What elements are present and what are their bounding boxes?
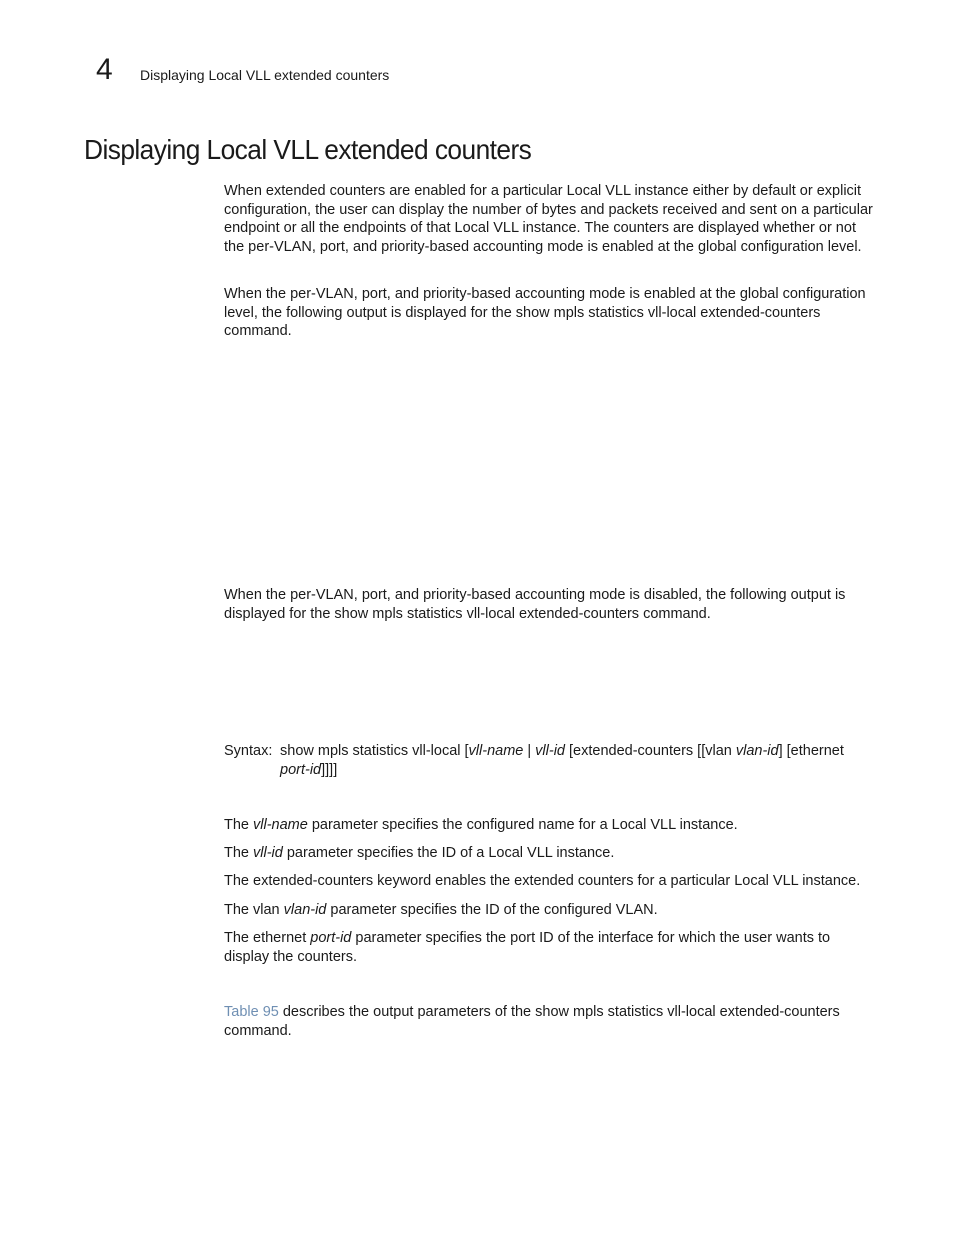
syntax-arg-vll-id: vll-id <box>535 743 565 759</box>
param-text: parameter specifies the port ID of the interface for which the user wants to display the counters. <box>224 930 831 965</box>
param-text: The extended-counters keyword enables the extended counters for a particular Local VLL instance. <box>224 873 861 889</box>
param-term: vll-name <box>253 817 308 833</box>
param-text: The vlan <box>224 902 284 918</box>
disabled-mode-paragraph <box>224 586 874 623</box>
syntax-arg-vlan-id: vlan-id <box>735 743 779 759</box>
syntax-arg-vll-name: vll-name <box>468 743 524 759</box>
chapter-number: 4 <box>96 53 113 86</box>
enabled-mode-text: When the per-VLAN, port, and priority-based accounting mode is enabled at the global configuration level, the following output is displayed for the show mpls statistics vll-local extended-counters command. <box>224 286 866 340</box>
syntax-part: | <box>523 743 536 759</box>
param-text: The <box>224 845 254 861</box>
param-text: The <box>224 817 254 833</box>
param-text: parameter specifies the ID of a Local VLL instance. <box>282 845 615 861</box>
enabled-mode-paragraph <box>224 285 874 341</box>
intro-paragraph <box>224 182 874 256</box>
param-term: vlan-id <box>283 902 327 918</box>
param-term: vll-id <box>253 845 283 861</box>
param-extended-counters <box>224 872 874 891</box>
param-text: The ethernet <box>224 930 311 946</box>
syntax-part: ] [ethernet <box>778 743 844 759</box>
param-vll-id <box>224 844 874 863</box>
param-vll-name <box>224 816 874 835</box>
running-header: Displaying Local VLL extended counters <box>140 67 390 83</box>
syntax-label: Syntax: <box>224 743 273 759</box>
param-term: port-id <box>310 930 352 946</box>
param-text: parameter specifies the configured name for a Local VLL instance. <box>307 817 738 833</box>
table-95-link[interactable]: Table 95 <box>224 1004 279 1020</box>
syntax-part: ]]]] <box>321 761 338 778</box>
syntax-command <box>280 742 874 779</box>
intro-text: When extended counters are enabled for a particular Local VLL instance either by default or explicit configuration, the user can display the number of bytes and packets received and sent on a particular endpoint or all the endpoints of that Local VLL instance. The counters are displayed whether or not the per-VLAN, port, and priority-based accounting mode is enabled at the global configuration level. <box>224 183 873 255</box>
table-reference-paragraph <box>224 1003 874 1040</box>
param-vlan-id <box>224 901 874 920</box>
syntax-arg-port-id: port-id <box>280 761 322 778</box>
param-text: parameter specifies the ID of the configured VLAN. <box>326 902 658 918</box>
disabled-mode-text: When the per-VLAN, port, and priority-based accounting mode is disabled, the following output is displayed for the show mpls statistics vll-local extended-counters command. <box>224 587 846 622</box>
syntax-block <box>224 742 874 779</box>
param-port-id <box>224 929 874 966</box>
syntax-part: [extended-counters [[vlan <box>564 743 736 759</box>
table-reference-text: describes the output parameters of the show mpls statistics vll-local extended-counters command. <box>224 1004 840 1039</box>
page-title: Displaying Local VLL extended counters <box>84 134 532 165</box>
syntax-part: show mpls statistics vll-local [ <box>280 743 469 759</box>
